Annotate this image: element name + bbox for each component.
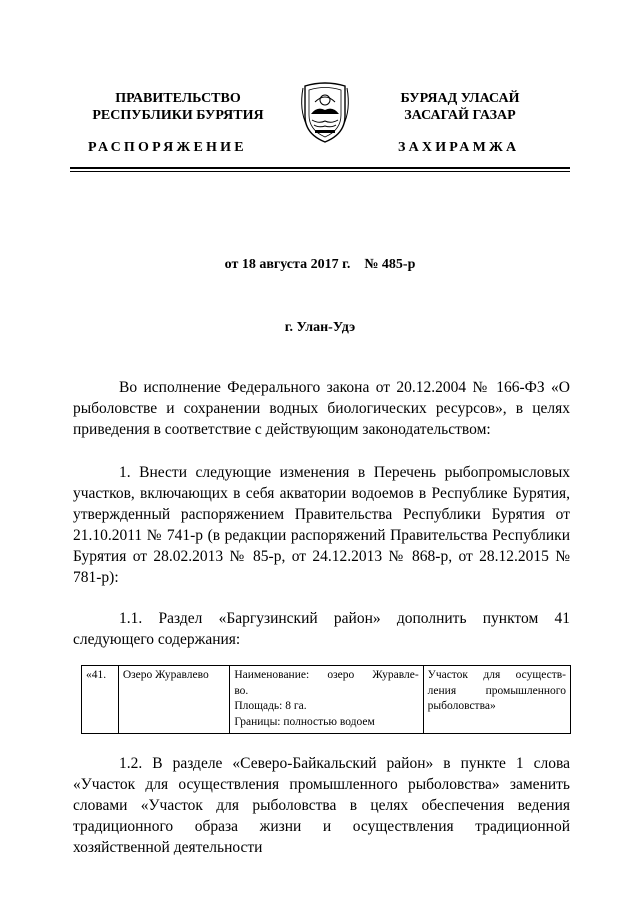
table-row <box>82 666 571 734</box>
paragraph-item-1: 1. Внести следующие изменения в Перечень рыбопромысловых участков, включающих в себя акватории водоемов в Республике Бурятия, утвержденный распоряжением Правительства Республики Бурятия от 21.10.2011 № 741-р (в редакции распоряжений Правительства Республики Бурятия от 28.02.2013 № 85-р, от 24.12.2013 № 868-р, от 28.12.2015 № 781-р): <box>73 464 570 586</box>
description-line: во. <box>234 684 249 697</box>
header-right-line2: ЗАСАГАЙ ГАЗАР <box>404 108 516 123</box>
purpose-line: Участок для осуществ- <box>427 669 566 681</box>
header-left-line2: РЕСПУБЛИКИ БУРЯТИЯ <box>92 108 264 123</box>
header-left <box>80 90 276 124</box>
description-line: Площадь: 8 га. <box>234 700 307 712</box>
header-right <box>360 90 560 124</box>
header-right-line1: БУРЯАД УЛАСАЙ <box>400 91 520 106</box>
table-cell-name: Озеро Журавлево <box>118 666 230 734</box>
doc-type-left: РАСПОРЯЖЕНИЕ <box>88 140 247 155</box>
description-line: Наименование: озеро Журавле- <box>234 669 419 681</box>
doc-type-right: ЗАХИРАМЖА <box>398 140 520 155</box>
paragraph-item-1-2: 1.2. В разделе «Северо-Байкальский район» в пункте 1 слова «Участок для осуществления промышленного рыболовства» заменить словами «Участок для рыболовства в целях обеспечения ведения традиционного образа жизни и осуществления традиционной хозяйственной деятельности <box>73 755 570 856</box>
purpose-line: рыболовства» <box>427 700 496 712</box>
paragraph-item-1-1: 1.1. Раздел «Баргузинский район» дополнить пунктом 41 следующего содержания: <box>73 610 570 648</box>
table-cell-number: «41. <box>82 666 119 734</box>
amendment-table <box>81 665 571 734</box>
table-cell-purpose <box>423 666 570 734</box>
purpose-line: ления промышленного <box>427 684 566 697</box>
header-rule-thin <box>70 171 570 172</box>
table-cell-description <box>230 666 423 734</box>
city-line: г. Улан-Удэ <box>284 320 356 335</box>
paragraph-preamble: Во исполнение Федерального закона от 20.12.2004 № 166-ФЗ «О рыболовстве и сохранении водных биологических ресурсов», в целях приведения в соответствие с действующим законодательством: <box>73 379 570 438</box>
coat-of-arms-icon <box>297 80 353 146</box>
header-rule-thick <box>70 167 570 169</box>
description-line: Границы: полностью водоем <box>234 715 375 728</box>
date-number-line: от 18 августа 2017 г. № 485-р <box>224 257 416 272</box>
header-left-line1: ПРАВИТЕЛЬСТВО <box>115 91 241 106</box>
